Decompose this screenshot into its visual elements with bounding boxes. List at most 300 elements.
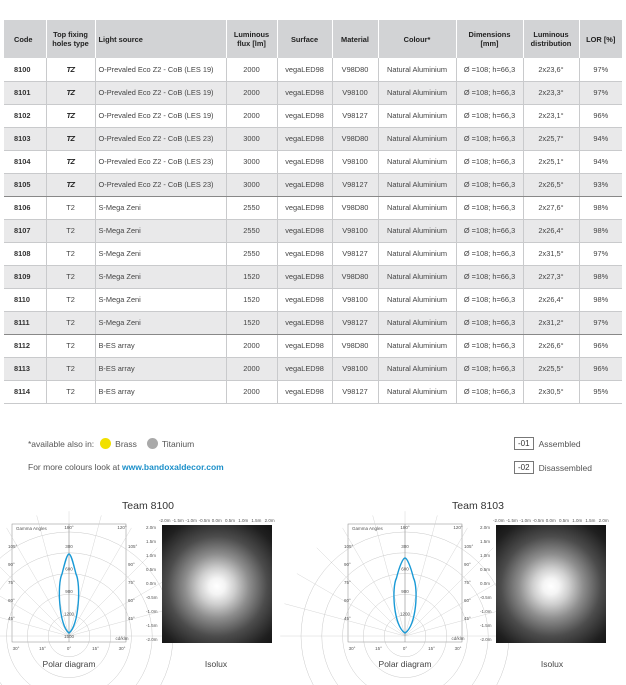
table-row [4,242,622,265]
table-cell: O-Prevaled Eco Z2 - CoB (LES 19) [95,58,226,81]
column-header: Code [4,20,46,58]
table-cell: 2000 [226,81,277,104]
table-cell: Natural Aluminium [378,219,456,242]
table-cell: Ø =108; h=66,3 [456,357,523,380]
diagram-title-8103: Team 8103 [452,500,504,512]
table-cell: V98127 [332,173,378,196]
t2-fixing-label: T2 [66,295,75,304]
isolux-x-tick: -1.0m [185,518,197,523]
radial-value-label: 600 [401,566,409,572]
table-cell: Ø =108; h=66,3 [456,288,523,311]
table-cell: 1520 [226,265,277,288]
polar-diagram-8103 [340,518,474,653]
isolux-x-tick: 1.5m [585,518,596,523]
table-cell: Natural Aluminium [378,58,456,81]
table-row [4,196,622,219]
table-row [4,334,622,357]
table-cell: 8108 [4,242,46,265]
isolux-x-tick: 0.0m [545,518,556,523]
angle-label-left: 90° [344,562,351,567]
titanium-swatch-icon [147,438,158,449]
polar-diagram-8100 [4,518,138,653]
angle-label-right: 60° [464,598,471,603]
table-cell: Natural Aluminium [378,334,456,357]
product-table [4,20,622,404]
column-header: Luminous distribution [523,20,579,58]
table-cell: O-Prevaled Eco Z2 - CoB (LES 23) [95,150,226,173]
table-cell: 8110 [4,288,46,311]
isolux-y-tick: -1.5m [146,623,158,628]
table-cell: Ø =108; h=66,3 [456,219,523,242]
isolux-diagram-8100 [146,518,286,653]
table-cell: vegaLED98 [277,150,332,173]
isolux-y-tick: 0.5m [480,567,491,572]
table-cell: 8107 [4,219,46,242]
table-cell [46,265,95,288]
table-cell: 98% [579,196,622,219]
isolux-x-tick: 1.0m [572,518,583,523]
angle-label-left: 60° [8,598,15,603]
table-cell: vegaLED98 [277,357,332,380]
table-row [4,357,622,380]
isolux-x-tick: 2.0m [264,518,275,523]
table-cell: Ø =108; h=66,3 [456,127,523,150]
isolux-x-tick: 1.0m [238,518,249,523]
t2-fixing-label: T2 [66,318,75,327]
table-row [4,288,622,311]
angle-label-right: 105° [128,544,138,549]
table-cell: 2x26,4° [523,219,579,242]
angle-label-right: 60° [128,598,135,603]
polar-caption-8103: Polar diagram [378,659,432,669]
table-cell: 8111 [4,311,46,334]
table-cell: vegaLED98 [277,288,332,311]
more-colours-text: For more colours look at [28,462,120,472]
table-cell: 8103 [4,127,46,150]
table-cell: 2000 [226,58,277,81]
isolux-y-tick: 0.5m [146,567,157,572]
isolux-y-tick: 1.5m [146,539,157,544]
table-cell: Natural Aluminium [378,104,456,127]
table-cell: 8101 [4,81,46,104]
table-cell: Ø =108; h=66,3 [456,81,523,104]
angle-label-top: 180° [400,525,410,530]
table-cell: V98100 [332,357,378,380]
units-label: cd/klm [451,636,465,641]
t2-fixing-label: T2 [66,272,75,281]
table-cell: vegaLED98 [277,311,332,334]
table-cell [46,150,95,173]
table-cell: V98D80 [332,127,378,150]
axis-bottom-label: 15° [428,646,435,651]
table-cell: Natural Aluminium [378,357,456,380]
column-header: Top fixing holes type [46,20,95,58]
table-cell: 8102 [4,104,46,127]
table-cell: 2000 [226,357,277,380]
column-header: LOR [%] [579,20,622,58]
table-cell: vegaLED98 [277,265,332,288]
table-cell: 3000 [226,150,277,173]
t2-fixing-label: T2 [66,203,75,212]
table-row [4,311,622,334]
isolux-y-tick: 1.0m [480,553,491,558]
table-cell: V98100 [332,150,378,173]
table-body [4,58,622,403]
availability-label: *available also in: [28,438,95,449]
table-cell: S-Mega Zeni [95,219,226,242]
table-cell: 97% [579,242,622,265]
table-cell: 2x26,6° [523,334,579,357]
column-header: Dimensions [mm] [456,20,523,58]
isolux-y-tick: 2.0m [146,525,157,530]
table-cell: 2x26,4° [523,288,579,311]
t2-fixing-label: T2 [66,387,75,396]
table-cell: vegaLED98 [277,196,332,219]
table-cell: O-Prevaled Eco Z2 - CoB (LES 23) [95,127,226,150]
table-cell: 2x25,1° [523,150,579,173]
angle-label-left: 75° [344,580,351,585]
table-cell: 1520 [226,311,277,334]
table-cell: V98100 [332,219,378,242]
column-header: Material [332,20,378,58]
angle-label-top-right: 120° [117,525,127,530]
table-cell: 97% [579,311,622,334]
table-cell: vegaLED98 [277,81,332,104]
table-cell: 98% [579,288,622,311]
table-cell: V98D80 [332,334,378,357]
table-cell: V98127 [332,104,378,127]
isolux-x-tick: -2.0m [493,518,505,523]
radial-value-label: 1200 [399,611,411,617]
isolux-x-tick: 0.5m [225,518,236,523]
titanium-label: Titanium [161,438,195,449]
table-cell: Natural Aluminium [378,380,456,403]
tz-fixing-icon: TZ [66,111,75,120]
table-cell: vegaLED98 [277,242,332,265]
table-cell: 96% [579,104,622,127]
angle-label-right: 75° [128,580,135,585]
isolux-image [162,525,272,643]
table-cell: 8106 [4,196,46,219]
table-cell: Natural Aluminium [378,242,456,265]
table-row [4,380,622,403]
angle-label-top-right: 120° [453,525,463,530]
tz-fixing-icon: TZ [66,180,75,189]
table-cell: Natural Aluminium [378,265,456,288]
disassembled-option [514,461,592,474]
table-cell: Natural Aluminium [378,311,456,334]
table-cell: 2x27,3° [523,265,579,288]
table-row [4,219,622,242]
isolux-y-tick: 1.5m [480,539,491,544]
angle-label-left: 45° [8,616,15,621]
tz-fixing-icon: TZ [66,64,75,74]
table-cell: 93% [579,173,622,196]
table-cell: Ø =108; h=66,3 [456,150,523,173]
table-cell: 95% [579,380,622,403]
table-cell [46,127,95,150]
table-cell: Ø =108; h=66,3 [456,173,523,196]
availability-note [28,438,194,449]
table-cell: 96% [579,334,622,357]
table-cell: 97% [579,58,622,81]
axis-bottom-label: 30° [12,646,20,651]
isolux-x-tick: -0.5m [198,518,211,523]
isolux-x-tick: -2.0m [159,518,171,523]
column-header: Surface [277,20,332,58]
table-row [4,104,622,127]
angle-label-right: 75° [464,580,471,585]
table-cell: V98D80 [332,196,378,219]
table-cell: 96% [579,357,622,380]
table-cell: 2550 [226,242,277,265]
disassembled-code: -02 [514,461,534,474]
gamma-angles-label: Gamma Angles [16,526,47,531]
table-cell: V98127 [332,242,378,265]
table-cell: V98127 [332,380,378,403]
table-cell: 2x23,1° [523,104,579,127]
isolux-x-tick: -1.0m [519,518,531,523]
table-cell: Natural Aluminium [378,173,456,196]
column-header: Light source [95,20,226,58]
table-cell: vegaLED98 [277,334,332,357]
table-cell: 2x25,5° [523,357,579,380]
table-cell [46,334,95,357]
table-cell: Natural Aluminium [378,196,456,219]
table-row [4,173,622,196]
table-cell: 2x23,3° [523,81,579,104]
isolux-y-tick: -0.5m [480,595,492,600]
table-cell: 2x30,5° [523,380,579,403]
t2-fixing-label: T2 [66,226,75,235]
table-row [4,265,622,288]
brass-swatch-icon [100,438,111,449]
t2-fixing-label: T2 [66,249,75,258]
table-cell: 98% [579,219,622,242]
table-cell: 8113 [4,357,46,380]
table-cell: Natural Aluminium [378,150,456,173]
table-cell: vegaLED98 [277,219,332,242]
table-cell: Natural Aluminium [378,127,456,150]
table-cell: Ø =108; h=66,3 [456,265,523,288]
isolux-y-tick: -1.0m [146,609,158,614]
angle-label-right: 45° [128,616,135,621]
table-cell: Ø =108; h=66,3 [456,334,523,357]
table-cell [46,58,95,81]
table-cell: vegaLED98 [277,104,332,127]
isolux-diagram-8103 [480,518,620,653]
table-cell: B-ES array [95,357,226,380]
isolux-y-tick: -1.0m [480,609,492,614]
radial-value-label: 600 [65,566,73,572]
angle-label-right: 90° [464,562,471,567]
table-cell: vegaLED98 [277,127,332,150]
table-header-row [4,20,622,58]
assembled-label: Assembled [538,438,581,449]
units-label: cd/klm [115,636,129,641]
table-cell: V98D80 [332,58,378,81]
angle-label-right: 45° [464,616,471,621]
axis-bottom-label: 30° [348,646,356,651]
table-row [4,81,622,104]
table-cell: O-Prevaled Eco Z2 - CoB (LES 19) [95,104,226,127]
table-cell: 8104 [4,150,46,173]
t2-fixing-label: T2 [66,341,75,350]
table-cell: Ø =108; h=66,3 [456,58,523,81]
more-colours-note [28,462,224,472]
table-cell: 2x26,5° [523,173,579,196]
table-cell: Natural Aluminium [378,288,456,311]
axis-bottom-label: 30° [454,646,462,651]
table-cell: S-Mega Zeni [95,288,226,311]
table-cell: 2x27,6° [523,196,579,219]
table-cell: Ø =108; h=66,3 [456,196,523,219]
table-cell: 2550 [226,219,277,242]
isolux-x-tick: 0.5m [559,518,570,523]
table-cell: 94% [579,127,622,150]
table-cell: 2000 [226,104,277,127]
table-cell: 2x31,2° [523,311,579,334]
isolux-x-tick: -1.5m [172,518,184,523]
angle-label-top: 180° [64,525,74,530]
column-header: Luminous flux [lm] [226,20,277,58]
table-cell: 3000 [226,173,277,196]
isolux-x-tick: -1.5m [506,518,518,523]
table-cell: O-Prevaled Eco Z2 - CoB (LES 23) [95,173,226,196]
radial-value-label: 300 [401,544,409,549]
axis-bottom-label: 15° [375,646,382,651]
assembled-option [514,437,581,450]
table-cell: 8114 [4,380,46,403]
table-cell: O-Prevaled Eco Z2 - CoB (LES 19) [95,81,226,104]
table-cell: S-Mega Zeni [95,242,226,265]
table-cell: S-Mega Zeni [95,265,226,288]
table-cell: 3000 [226,127,277,150]
angle-label-left: 105° [8,544,18,549]
table-cell: V98D80 [332,265,378,288]
isolux-y-tick: -2.0m [480,637,492,642]
radial-value-label: 1500 [63,634,75,639]
isolux-y-tick: 1.0m [146,553,157,558]
table-cell: Ø =108; h=66,3 [456,104,523,127]
isolux-y-tick: 0.0m [146,581,157,586]
diagram-title-8100: Team 8100 [122,500,174,512]
angle-label-left: 60° [344,598,351,603]
angle-label-left: 105° [344,544,354,549]
bandoxal-link[interactable]: www.bandoxaldecor.com [122,462,224,472]
table-cell [46,196,95,219]
table-row [4,58,622,81]
table-cell: 2000 [226,334,277,357]
table-cell: Natural Aluminium [378,81,456,104]
angle-label-right: 90° [128,562,135,567]
radial-value-label: 300 [65,544,73,549]
assembled-code: -01 [514,437,534,450]
table-row [4,127,622,150]
radial-value-label: 1200 [63,611,75,617]
table-cell: V98100 [332,288,378,311]
table-cell: 2x31,5° [523,242,579,265]
brass-label: Brass [115,438,137,449]
axis-bottom-label: 0° [402,646,408,651]
axis-bottom-label: 0° [66,646,72,651]
isolux-image [496,525,606,643]
isolux-caption-8103: Isolux [540,659,564,669]
isolux-y-tick: -1.5m [480,623,492,628]
angle-label-right: 105° [464,544,474,549]
angle-label-left: 45° [344,616,351,621]
table-cell: 97% [579,81,622,104]
table-cell: 2000 [226,380,277,403]
table-cell: Ø =108; h=66,3 [456,311,523,334]
axis-bottom-label: 15° [39,646,46,651]
table-cell: vegaLED98 [277,173,332,196]
t2-fixing-label: T2 [66,364,75,373]
table-cell [46,219,95,242]
table-cell: vegaLED98 [277,58,332,81]
table-cell [46,311,95,334]
isolux-x-tick: 0.0m [211,518,222,523]
table-row [4,150,622,173]
column-header: Colour* [378,20,456,58]
table-cell: 1520 [226,288,277,311]
table-cell: Ø =108; h=66,3 [456,242,523,265]
table-cell: 8100 [4,58,46,81]
table-cell: 2x25,7° [523,127,579,150]
angle-label-left: 90° [8,562,15,567]
isolux-x-tick: -0.5m [532,518,545,523]
gamma-angles-label: Gamma Angles [352,526,383,531]
table-cell: 98% [579,265,622,288]
axis-bottom-label: 30° [118,646,126,651]
table-cell [46,288,95,311]
isolux-x-tick: 2.0m [598,518,609,523]
tz-fixing-icon: TZ [66,157,75,166]
table-cell [46,173,95,196]
isolux-y-tick: 2.0m [480,525,491,530]
axis-bottom-label: 15° [92,646,99,651]
angle-label-left: 75° [8,580,15,585]
table-cell: B-ES array [95,334,226,357]
table-cell: vegaLED98 [277,380,332,403]
table-cell: S-Mega Zeni [95,311,226,334]
table-cell: 8105 [4,173,46,196]
table-cell: 8112 [4,334,46,357]
tz-fixing-icon: TZ [66,134,75,143]
isolux-x-tick: 1.5m [251,518,262,523]
table-cell [46,357,95,380]
disassembled-label: Disassembled [538,462,592,473]
table-cell: 8109 [4,265,46,288]
table-cell [46,81,95,104]
radial-value-label: 900 [401,589,409,594]
isolux-y-tick: 0.0m [480,581,491,586]
table-cell: Ø =108; h=66,3 [456,380,523,403]
polar-caption-8100: Polar diagram [42,659,96,669]
radial-value-label: 900 [65,589,73,594]
table-cell [46,104,95,127]
table-cell: V98100 [332,81,378,104]
table-cell: B-ES array [95,380,226,403]
table-cell [46,242,95,265]
isolux-caption-8100: Isolux [204,659,228,669]
isolux-y-tick: -0.5m [146,595,158,600]
table-cell: 2550 [226,196,277,219]
table-cell: S-Mega Zeni [95,196,226,219]
table-cell: 2x23,6° [523,58,579,81]
isolux-y-tick: -2.0m [146,637,158,642]
tz-fixing-icon: TZ [66,88,75,97]
